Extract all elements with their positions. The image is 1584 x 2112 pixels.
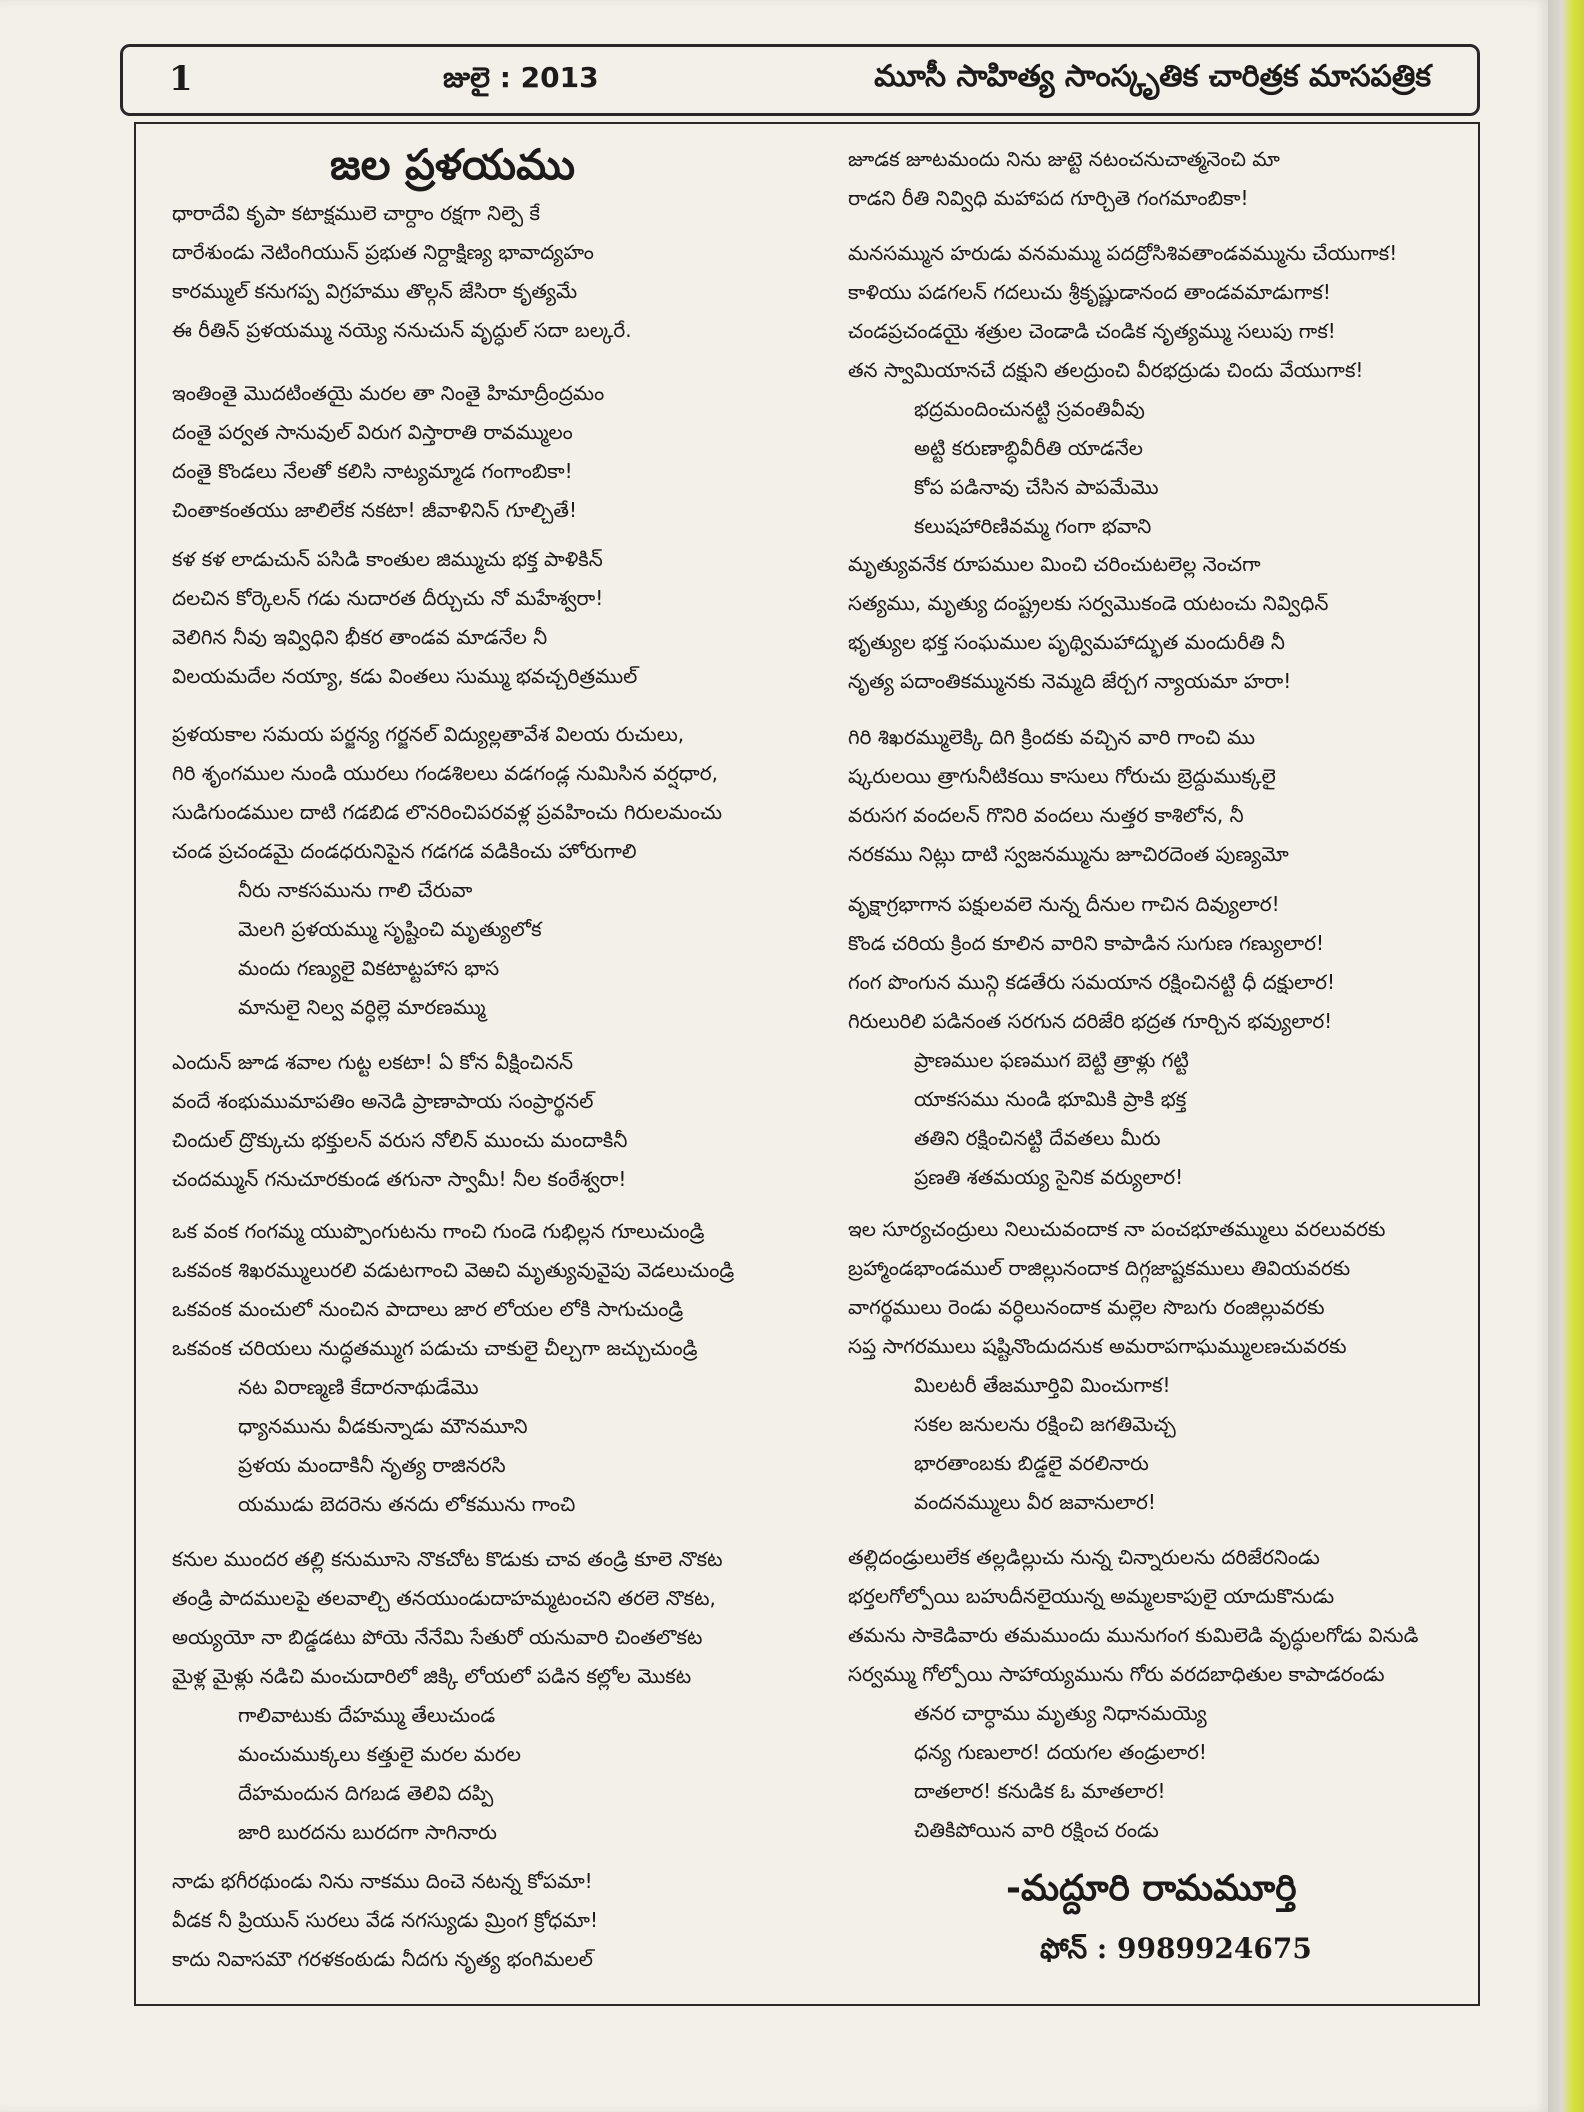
- poem-line: మైళ్ల మైళ్లు నడిచి మంచుదారిలో జిక్కి లోయలో పడిన కల్లోల మొకట: [172, 1664, 692, 1688]
- stanza: [172, 715, 722, 1027]
- stanza: [172, 1862, 598, 1979]
- stanza: [848, 718, 1289, 874]
- poem-line: ప్రళయ మందాకినీ నృత్య రాజినరసి: [238, 1453, 506, 1477]
- page-edge: [1548, 0, 1584, 2112]
- poem-line: బ్రహ్మాండభాండముల్ రాజిల్లునందాక దిగ్గజాష్టకములు తివియవరకు: [848, 1256, 1351, 1280]
- poem-title: జల ప్రళయము: [330, 140, 576, 189]
- poem-line: వందనమ్ములు వీర జవానులార!: [914, 1490, 1156, 1514]
- poem-line: దారేశుండు నెటింగియున్ ప్రభుత నిర్దాక్షిణ్య భావాద్యహం: [172, 240, 594, 264]
- page-header: [120, 44, 1480, 116]
- poem-line: గిరి శృంగముల నుండి యురలు గండశిలలు వడగండ్ల నుమిసిన వర్షధార,: [172, 761, 718, 785]
- poem-line: వీడక నీ ప్రియున్ సురలు వేడ నగస్యుడు మ్రింగ క్రోధమా!: [172, 1908, 598, 1932]
- poem-line: గిరులురిలి పడినంత సరగున దరిజేరి భద్రత గూర్చిన భవ్యులార!: [848, 1009, 1333, 1033]
- poem-line: గిరి శిఖరమ్ములెక్కి దిగి క్రిందకు వచ్చిన వారి గాంచి ము: [848, 725, 1256, 749]
- poem-line: నీరు నాకసమును గాలి చేరువా: [238, 878, 473, 902]
- poem-line: భర్తలగోల్పోయి బహుదీనలైయున్న అమ్మలకాపులై యాదుకొనుడు: [848, 1584, 1335, 1608]
- poem-line: జారి బురదను బురదగా సాగినారు: [238, 1820, 497, 1844]
- poem-line: ఇంతింతై మొదటింతయై మరల తా నింతై హిమాద్రీంద్రమం: [172, 381, 605, 405]
- stanza: [848, 545, 1328, 701]
- poem-line: ఈ రీతిన్ ప్రళయమ్ము నయ్యె ననుచున్ వృద్ధుల్ సదా బల్కరే.: [172, 318, 632, 342]
- poem-line: తన స్వామియానచే దక్షుని తలద్రుంచి వీరభద్రుడు చిందు వేయుగాక!: [848, 358, 1364, 382]
- stanza: [848, 234, 1397, 546]
- poem-line: తండ్రి పాదములపై తలవాల్చి తనయుండుదాహమ్మటంచని తరలె నొకట,: [172, 1586, 716, 1610]
- poem-line: దేహమందున దిగబడ తెలివి దప్పి: [238, 1781, 494, 1805]
- poem-line: ధ్యానమును వీడకున్నాడు మౌనమూని: [238, 1414, 528, 1438]
- poem-line: భృత్యుల భక్త సంఘముల పృథ్విమహాద్భుత మందురీతి నీ: [848, 630, 1285, 654]
- poem-line: గంగ పొంగున మున్గి కడతేరు సమయాన రక్షించినట్టి ధీ దక్షులార!: [848, 970, 1335, 994]
- poem-line: రాడని రీతి నివ్విధి మహాపద గూర్చితె గంగమాంబికా!: [848, 186, 1249, 210]
- poem-line: సప్త సాగరములు షష్టినొందుదనుక అమరాపగాఘమ్ములణచువరకు: [848, 1334, 1347, 1358]
- poem-line: భారతాంబకు బిడ్డలై వరలినారు: [914, 1451, 1149, 1475]
- poem-line: మనసమ్మున హరుడు వనమమ్ము పదద్రోసిశివతాండవమ్మును చేయుగాక!: [848, 241, 1398, 265]
- stanza: [172, 1043, 627, 1199]
- poem-line: మానులై నిల్వ వర్ధిల్లె మారణమ్ము: [238, 995, 486, 1019]
- poem-line: ఒకవంక శిఖరమ్ములురలి వడుటగాంచి వెఱచి మృత్యువువైపు వెడలుచుండ్రి: [172, 1258, 735, 1282]
- stanza: [172, 1212, 734, 1524]
- poem-line: చండప్రచండయై శత్రుల చెండాడి చండిక నృత్యమ్ము సలుపు గాక!: [848, 319, 1336, 343]
- poem-author: -మద్దూరి రామమూర్తి: [1006, 1868, 1297, 1909]
- poem-line: ఇల సూర్యచంద్రులు నిలుచువందాక నా పంచభూతమ్ములు వరలువరకు: [848, 1217, 1386, 1241]
- poem-line: ధారాదేవి కృపా కటాక్షములె చార్దాం రక్షగా నిల్పె కే: [172, 201, 540, 225]
- poem-line: ఒకవంక చరియలు నుద్ధతమ్ముగ పడుచు చాకులై చీల్చగా జచ్చుచుండ్రి: [172, 1336, 698, 1360]
- poem-line: కారమ్ముల్ కనుగప్ప విగ్రహము తొల్గన్ జేసిరా కృత్యమే: [172, 279, 578, 303]
- page-number: 1: [169, 59, 193, 99]
- poem-line: చింతాకంతయు జాలిలేక నకటా! జీవాళినిన్ గూల్చితే!: [172, 498, 577, 522]
- magazine-title: మూసీ సాహిత్య సాంస్కృతిక చారిత్రక మాసపత్రిక: [874, 59, 1431, 94]
- poem-line: మిలటరీ తేజమూర్తివి మించుగాక!: [914, 1373, 1171, 1397]
- poem-line: యముడు బెదరెను తనదు లోకమును గాంచి: [238, 1492, 576, 1516]
- stanza: [172, 194, 632, 350]
- poem-line: ప్రళయకాల సమయ పర్జన్య గర్జనల్ విద్యుల్లతావేశ విలయ రుచులు,: [172, 722, 685, 746]
- stanza: [848, 885, 1335, 1197]
- poem-line: యాకసము నుండి భూమికి ప్రాకి భక్త: [914, 1087, 1187, 1111]
- poem-line: విలయమదేల నయ్యా, కడు వింతలు సుమ్ము భవచ్చరిత్రముల్: [172, 664, 638, 688]
- poem-line: కాదు నివాసమౌ గరళకంఠుడు నీదగు నృత్య భంగిమలల్: [172, 1947, 593, 1971]
- poem-line: చండ ప్రచండమై దండధరునిపైన గడగడ వడికించు హోరుగాలి: [172, 839, 637, 863]
- poem-line: కళ కళ లాడుచున్ పసిడి కాంతుల జిమ్ముచు భక్త పాళికిన్: [172, 547, 603, 571]
- poem-line: తల్లిదండ్రులులేక తల్లడిల్లుచు నున్న చిన్నారులను దరిజేరనిండు: [848, 1545, 1320, 1569]
- stanza: [848, 1210, 1385, 1522]
- stanza: [172, 374, 604, 530]
- poem-line: చితికిపోయిన వారి రక్షించ రండు: [914, 1818, 1159, 1842]
- poem-line: ఒక వంక గంగమ్మ యుప్పొంగుటను గాంచి గుండె గుభిల్లన గూలుచుండ్రి: [172, 1219, 705, 1243]
- poem-line: కలుషహారిణివమ్మ గంగా భవాని: [914, 514, 1152, 538]
- poem-line: నట విరాణ్మణి కేదారనాథుడేమొ: [238, 1375, 479, 1399]
- poem-line: సత్యము, మృత్యు దంష్ట్రలకు సర్వమొకండె యటంచు నివ్విధిన్: [848, 591, 1329, 615]
- poem-line: సుడిగుండముల దాటి గడబిడ లొనరించిపరవళ్ల ప్రవహించు గిరులమంచు: [172, 800, 723, 824]
- poem-line: తమను సాకెడివారు తమముందు మునుగంగ కుమిలెడి వృద్ధులగోడు వినుడి: [848, 1623, 1419, 1647]
- poem-line: అట్టి కరుణాబ్ధివీరీతి యాడనేల: [914, 436, 1143, 460]
- poem-line: చిందుల్ ద్రొక్కుచు భక్తులన్ వరుస నోలిన్ ముంచు మందాకినీ: [172, 1128, 628, 1152]
- poem-line: దంతై పర్వత సానువుల్ విరుగ విస్తారాతి రావమ్ములం: [172, 420, 573, 444]
- poem-line: వందే శంభుముమాపతిం అనెడి ప్రాణాపాయ సంప్రార్థనల్: [172, 1089, 594, 1113]
- poem-line: ఒకవంక మంచులో నుంచిన పాదాలు జార లోయల లోకి సాగుచుండ్రి: [172, 1297, 684, 1321]
- poem-line: కనుల ముందర తల్లి కనుమూసె నొకచోట కొడుకు చావ తండ్రి కూలె నొకట: [172, 1547, 723, 1571]
- poem-line: మృత్యువనేక రూపముల మించి చరించుటలెల్ల నెంచగా: [848, 552, 1261, 576]
- poem-line: భద్రమందించునట్టి స్రవంతివీవు: [914, 397, 1145, 421]
- poem-line: వృక్షాగ్రభాగాన పక్షులవలె నున్న దీనుల గాచిన దివ్యులార!: [848, 892, 1280, 916]
- poem-line: మంచుముక్కలు కత్తులై మరల మరల: [238, 1742, 521, 1766]
- poem-line: గాలివాటుకు దేహమ్ము తేలుచుండ: [238, 1703, 496, 1727]
- poem-line: ప్రాణముల ఫణముగ బెట్టి త్రాళ్లు గట్టి: [914, 1048, 1189, 1072]
- poem-line: వెలిగిన నీవు ఇవ్విధిని భీకర తాండవ మాడనేల నీ: [172, 625, 548, 649]
- stanza: [172, 1540, 723, 1852]
- poem-line: ష్కరులయి త్రాగునీటికయి కాసులు గోరుచు బ్రెద్దుముక్కలై: [848, 764, 1276, 788]
- poem-line: వాగర్థములు రెండు వర్ధిలునందాక మల్లెల సొబగు రంజిల్లువరకు: [848, 1295, 1325, 1319]
- poem-line: తతిని రక్షించినట్టి దేవతలు మీరు: [914, 1126, 1161, 1150]
- poem-line: కాళియు పడగలన్ గదలుచు శ్రీకృష్ణుడానంద తాండవమాడుగాక!: [848, 280, 1331, 304]
- poem-line: మందు గణ్యులై వికటాట్టహాస భాస: [238, 956, 500, 980]
- poem-line: దలచిన కోర్కెలన్ గడు నుదారత దీర్చుచు నో మహేశ్వరా!: [172, 586, 604, 610]
- poem-line: అయ్యయో నా బిడ్డడటు పోయె నేనేమి సేతురో యనువారి చింతలొకట: [172, 1625, 703, 1649]
- poem-line: సర్వమ్ము గోల్పోయి సాహాయ్యమును గోరు వరదబాధితుల కాపాడరండు: [848, 1662, 1385, 1686]
- poem-line: సకల జనులను రక్షించి జగతిమెచ్చ: [914, 1412, 1176, 1436]
- issue-date: జులై : 2013: [443, 61, 599, 94]
- poem-line: కోప పడినావు చేసిన పాపమేమొ: [914, 475, 1159, 499]
- poem-line: తనర చార్ధాము మృత్యు నిధానమయ్యె: [914, 1701, 1207, 1725]
- poem-line: నాడు భగీరథుండు నిను నాకము దించె నటన్న కోపమా!: [172, 1869, 593, 1893]
- poem-line: దాతలార! కనుడిక ఓ మాతలార!: [914, 1779, 1166, 1803]
- poem-line: కొండ చరియ క్రింద కూలిన వారిని కాపాడిన సుగుణ గణ్యులార!: [848, 931, 1324, 955]
- poem-line: మెలగి ప్రళయమ్ము సృష్టించి మృత్యులోక: [238, 917, 542, 941]
- poem-line: నరకము నిట్లు దాటి స్వజనమ్మును జూచిరదెంత పుణ్యమో: [848, 842, 1289, 866]
- poem-line: జూడక జూటమందు నిను జుట్టె నటంచనుచాత్మనెంచి మా: [848, 147, 1280, 171]
- poem-line: వరుసగ వందలన్ గొనిరి వందలు నుత్తర కాశిలోన, నీ: [848, 803, 1244, 827]
- author-phone: ఫోన్ : 9989924675: [1040, 1932, 1312, 1965]
- stanza: [172, 540, 637, 696]
- poem-line: ఎందున్ జూడ శవాల గుట్ట లకటా! ఏ కోన వీక్షించినన్: [172, 1050, 574, 1074]
- poem-line: ధన్య గుణులార! దయగల తండ్రులార!: [914, 1740, 1207, 1764]
- poem-line: చందమ్మున్ గనుచూరకుండ తగునా స్వామీ! నీల కంఠేశ్వరా!: [172, 1167, 627, 1191]
- poem-line: ప్రణతి శతమయ్య సైనిక వర్యులార!: [914, 1165, 1184, 1189]
- poem-line: దంతై కొండలు నేలతో కలిసి నాట్యమ్మాడ గంగాంబికా!: [172, 459, 573, 483]
- stanza: [848, 1538, 1418, 1850]
- stanza: [848, 140, 1280, 218]
- poem-line: నృత్య పదాంతికమ్మునకు నెమ్మది జేర్చగ న్యాయమా హరా!: [848, 669, 1292, 693]
